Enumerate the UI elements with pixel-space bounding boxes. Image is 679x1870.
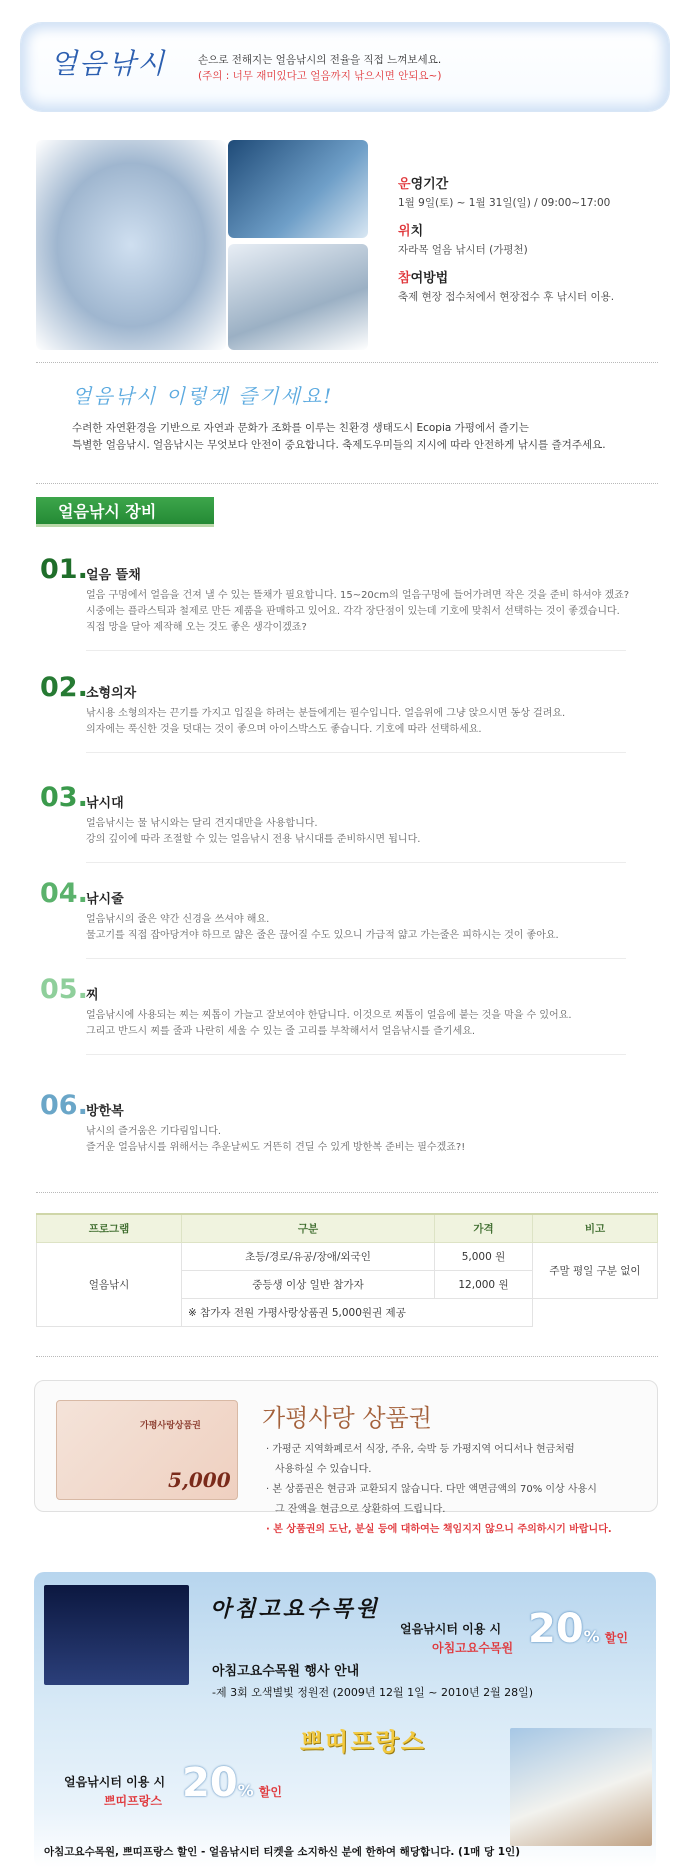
method-label: 참여방법 — [398, 271, 449, 286]
equipment-item-title: 소형의자 — [86, 686, 137, 701]
garden-event-desc: -제 3회 오색별빛 정원전 (2009년 12월 1일 ~ 2010년 2월 28일) — [212, 1686, 534, 1699]
equipment-item-description — [86, 706, 656, 738]
equipment-item-line: 직접 망을 달아 제작해 오는 것도 좋은 생각이겠죠? — [86, 622, 307, 633]
equipment-item-line: 그리고 반드시 찌를 줄과 나란히 세울 수 있는 줄 고리를 부착해서서 얼음낚시를 즐기세요. — [86, 1026, 476, 1037]
equipment-item-line: 강의 깊이에 따라 조절할 수 있는 얼음낚시 전용 낚시대를 준비하시면 됩니다. — [86, 834, 421, 845]
france-sale: 할인 — [258, 1785, 282, 1799]
equipment-separator — [86, 958, 626, 959]
equipment-header: 얼음낚시 장비 — [36, 497, 214, 527]
method-value: 축제 현장 접수처에서 현장접수 후 낚시터 이용. — [398, 291, 615, 303]
program-cell: 얼음낚시 — [37, 1243, 182, 1327]
equipment-item-line: 얼음낚시에 사용되는 찌는 찌톱이 가늘고 잘보여야 한답니다. 이것으로 찌톱이 얼음에 붙는 것을 막을 수 있어요. — [86, 1010, 572, 1021]
france-partner: 쁘띠프랑스 — [104, 1794, 162, 1808]
children-ice-fishing-photo — [36, 140, 226, 350]
note-cell: 주말 평일 구분 없이 — [533, 1243, 658, 1299]
divider — [36, 1192, 658, 1193]
france-banner-title: 쁘띠프랑스 — [300, 1727, 426, 1756]
equipment-item-number: 03. — [40, 782, 88, 813]
garden-percent: 20 — [528, 1606, 584, 1652]
price-cell: 12,000 원 — [435, 1271, 533, 1299]
divider — [36, 1356, 658, 1357]
location-label: 위치 — [398, 224, 424, 239]
garden-event-title: 아침고요수목원 행사 안내 — [212, 1664, 360, 1679]
equipment-item-description — [86, 816, 656, 848]
location-label-rest: 치 — [410, 224, 424, 239]
equipment-separator — [86, 1054, 626, 1055]
equipment-separator — [86, 650, 626, 651]
equipment-item-title: 방한복 — [86, 1104, 124, 1119]
equipment-item-title: 낚시줄 — [86, 892, 124, 907]
france-percent: 20 — [182, 1760, 238, 1806]
fish-catch-photo — [228, 140, 368, 238]
garden-sale: 할인 — [604, 1631, 628, 1645]
category-cell: 초등/경로/유공/장애/외국인 — [182, 1243, 435, 1271]
banner-footer-note: 아침고요수목원, 쁘띠프랑스 할인 - 얼음낚시터 티켓을 소지하신 분에 한하여 해당합니다. (1매 당 1인) — [44, 1846, 520, 1858]
equipment-item-number: 02. — [40, 672, 88, 703]
header-desc-line: 손으로 전해지는 얼음낚시의 전율을 직접 느껴보세요. — [198, 54, 442, 66]
garden-use-text: 얼음낚시터 이용 시 — [400, 1622, 502, 1636]
location-value: 자라목 얼음 낚시터 (가평천) — [398, 244, 528, 256]
col-price: 가격 — [435, 1214, 533, 1243]
garden-discount — [528, 1606, 628, 1652]
equipment-item-line: 낚시의 즐거움은 기다림입니다. — [86, 1126, 222, 1137]
equipment-item-title: 얼음 뜰채 — [86, 568, 141, 583]
equipment-item-line: 물고기를 직접 잡아당겨야 하므로 얇은 줄은 끊어질 수도 있으니 가급적 얇고 가는줄은 피하시는 것이 좋아요. — [86, 930, 559, 941]
voucher-ticket-amount: 5,000 — [168, 1468, 231, 1492]
method-label-rest: 여방법 — [410, 271, 449, 286]
header-description — [198, 52, 441, 84]
voucher-ticket-title: 가평사랑상품권 — [140, 1421, 201, 1431]
table-header-row — [37, 1214, 658, 1243]
voucher-item: 사용하실 수 있습니다. — [275, 1464, 372, 1475]
col-program: 프로그램 — [37, 1214, 182, 1243]
category-cell: 중등생 이상 일반 참가자 — [182, 1271, 435, 1299]
voucher-item: · 본 상품권은 현금과 교환되지 않습니다. 다만 액면금액의 70% 이상 사용시 — [266, 1484, 597, 1495]
price-cell: 5,000 원 — [435, 1243, 533, 1271]
equipment-item-number: 05. — [40, 974, 88, 1005]
header-note: (주의 : 너무 재미있다고 얼음까지 낚으시면 안되요~) — [198, 70, 442, 82]
enjoy-title: 얼음낚시 이렇게 즐기세요! — [72, 384, 334, 408]
equipment-item-number: 04. — [40, 878, 88, 909]
equipment-item-line: 낚시용 소형의자는 끈기를 가지고 입질을 하려는 분들에게는 필수입니다. 얼음위에 그냥 앉으시면 동상 걸려요. — [86, 708, 566, 719]
equipment-item-number: 01. — [40, 554, 88, 585]
voucher-item: · 가평군 지역화폐로서 식장, 주유, 숙박 등 가평지역 어디서나 현금처럼 — [266, 1444, 575, 1455]
col-note: 비고 — [533, 1214, 658, 1243]
event-info — [398, 173, 614, 304]
garden-partner: 아침고요수목원 — [432, 1641, 514, 1655]
page-title: 얼음낚시 — [50, 47, 167, 80]
night-garden-photo — [44, 1585, 189, 1685]
divider — [36, 362, 658, 363]
equipment-item-title: 찌 — [86, 988, 99, 1003]
col-category: 구분 — [182, 1214, 435, 1243]
period-label: 운영기간 — [398, 177, 449, 192]
voucher-title: 가평사랑 상품권 — [262, 1404, 432, 1432]
france-percent-sign: % — [237, 1781, 254, 1800]
voucher-warning: · 본 상품권의 도난, 분실 등에 대하여는 책임지지 않으니 주의하시기 바랍니다. — [266, 1524, 612, 1535]
equipment-item-line: 얼음낚시는 물 낚시와는 달리 견지대만을 사용합니다. — [86, 818, 318, 829]
garden-percent-sign: % — [583, 1627, 600, 1646]
program-table — [36, 1213, 658, 1327]
enjoy-line-2: 특별한 얼음낚시. 얼음낚시는 무엇보다 안전이 중요합니다. 축제도우미들의 지시에 따라 안전하게 낚시를 즐겨주세요. — [72, 439, 606, 451]
photo-collage — [36, 140, 368, 350]
equipment-separator — [86, 862, 626, 863]
ice-hole-photo — [228, 244, 368, 350]
equipment-item-line: 얼음 구멍에서 얼음을 건져 낼 수 있는 뜰채가 필요합니다. 15~20cm의 얼음구멍에 들어가려면 작은 것을 준비 하셔야 겠죠? — [86, 590, 630, 601]
equipment-item-title: 낚시대 — [86, 796, 124, 811]
france-discount — [182, 1760, 282, 1806]
enjoy-text — [72, 420, 606, 454]
voucher-list — [266, 1440, 612, 1540]
france-use-text: 얼음낚시터 이용 시 — [64, 1775, 166, 1789]
table-row — [37, 1243, 658, 1271]
equipment-item-line: 즐거운 얼음낚시를 위해서는 추운날씨도 거뜬히 견딜 수 있게 방한복 준비는 필수겠죠?! — [86, 1142, 466, 1153]
garden-discount-text — [400, 1620, 513, 1656]
table-footnote: ※ 참가자 전원 가평사랑상품권 5,000원권 제공 — [182, 1299, 533, 1327]
period-value: 1월 9일(토) ~ 1월 31일(일) / 09:00~17:00 — [398, 197, 611, 209]
equipment-item-description — [86, 588, 656, 636]
period-label-rest: 영기간 — [410, 177, 449, 192]
equipment-item-description — [86, 912, 656, 944]
equipment-item-description — [86, 1008, 656, 1040]
equipment-item-line: 의자에는 푹신한 것을 덧대는 것이 좋으며 아이스박스도 좋습니다. 기호에 따라 선택하세요. — [86, 724, 482, 735]
petite-france-photo — [510, 1728, 652, 1846]
france-discount-text — [64, 1773, 165, 1809]
enjoy-line-1: 수려한 자연환경을 기반으로 자연과 문화가 조화를 이루는 친환경 생태도시 Ecopia 가평에서 즐기는 — [72, 422, 529, 434]
equipment-item-description — [86, 1124, 656, 1156]
empty-cell — [533, 1299, 658, 1327]
garden-banner-title: 아침고요수목원 — [210, 1596, 380, 1622]
equipment-item-line: 시중에는 플라스틱과 철제로 만든 제품을 판매하고 있어요. 각각 장단점이 있는데 기호에 맞춰서 선택하는 것이 좋겠습니다. — [86, 606, 620, 617]
divider — [36, 483, 658, 484]
equipment-item-number: 06. — [40, 1090, 88, 1121]
equipment-separator — [86, 752, 626, 753]
equipment-item-line: 얼음낚시의 줄은 약간 신경을 쓰셔야 해요. — [86, 914, 270, 925]
voucher-item: 그 잔액을 현금으로 상환하여 드립니다. — [275, 1504, 446, 1515]
